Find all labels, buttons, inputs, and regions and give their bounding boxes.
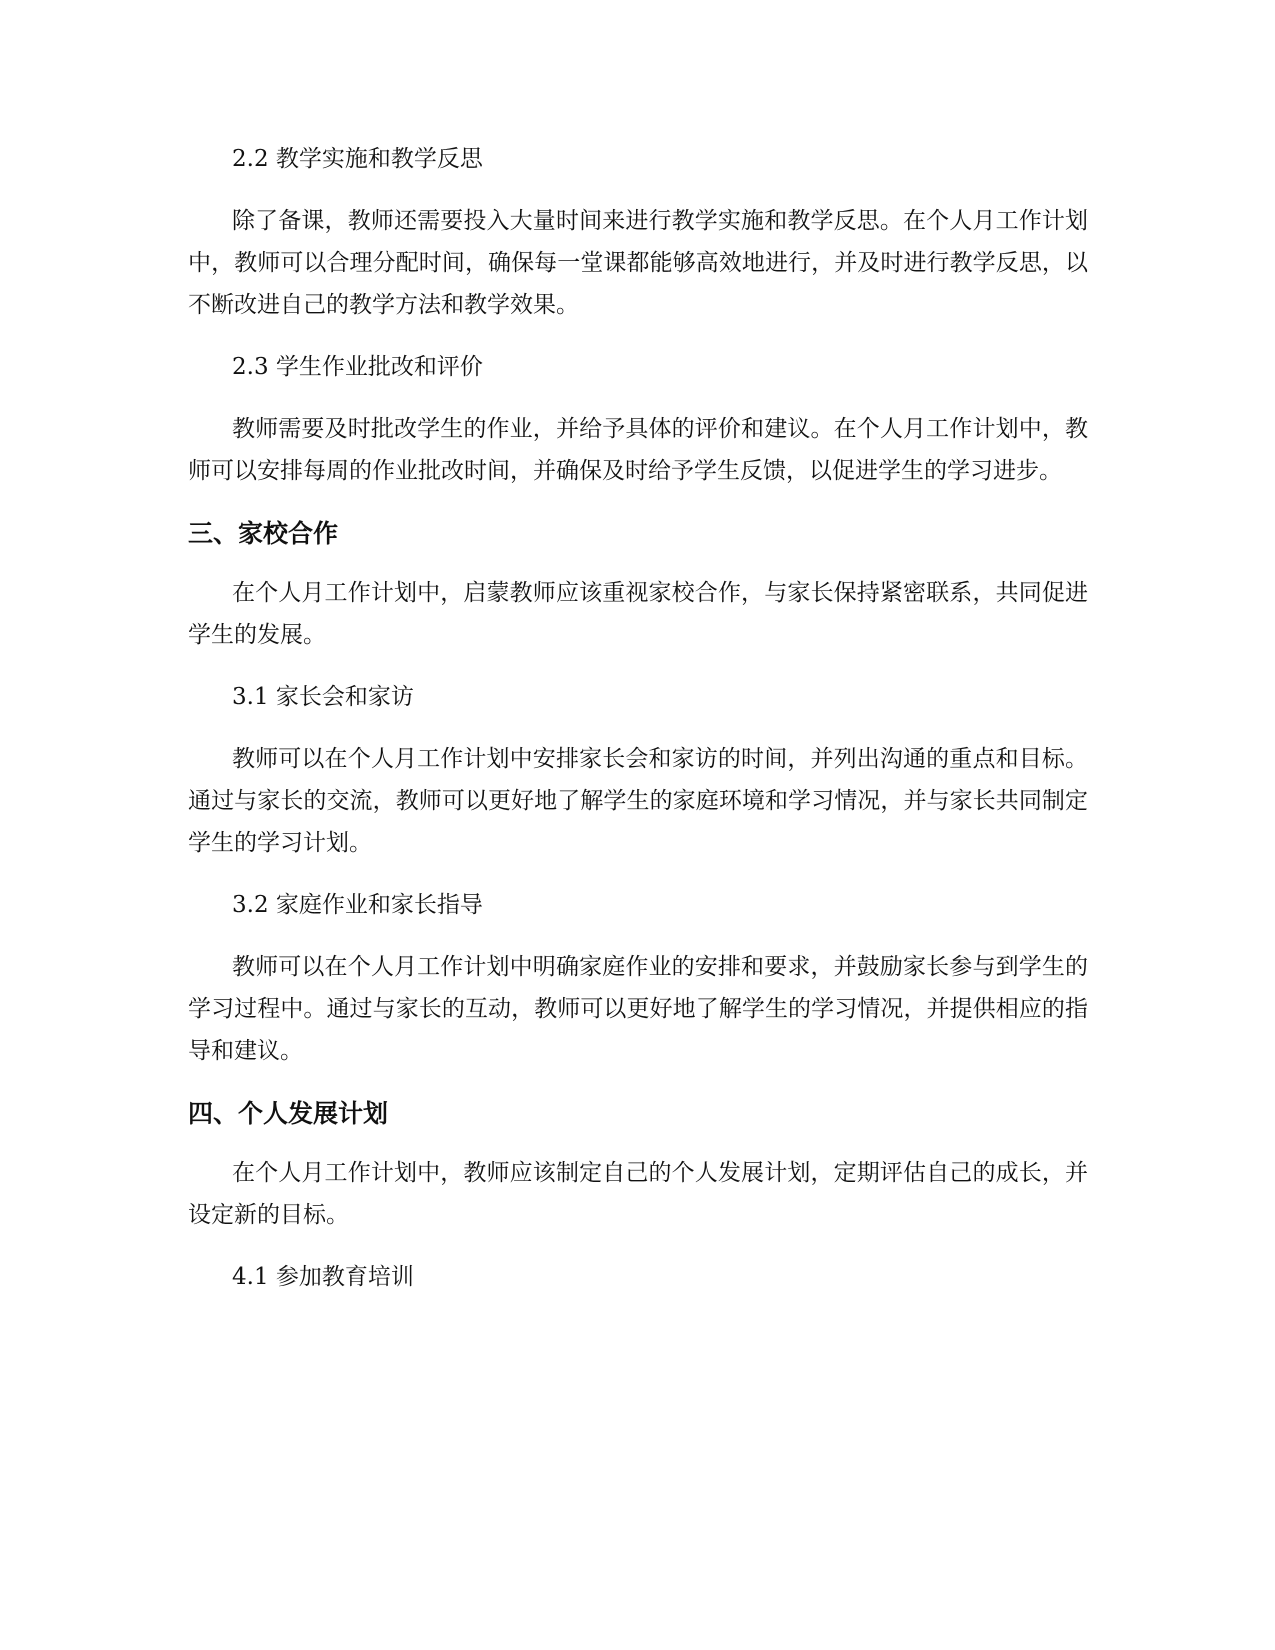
paragraph-family-homework: 教师可以在个人月工作计划中明确家庭作业的安排和要求，并鼓励家长参与到学生的学习过程中。通过与家长的互动，教师可以更好地了解学生的学习情况，并提供相应的指导和建议。: [188, 954, 1088, 1064]
paragraph-homework-grading: 教师需要及时批改学生的作业，并给予具体的评价和建议。在个人月工作计划中，教师可以安排每周的作业批改时间，并确保及时给予学生反馈，以促进学生的学习进步。: [188, 416, 1088, 484]
paragraph-teaching-implementation: 除了备课，教师还需要投入大量时间来进行教学实施和教学反思。在个人月工作计划中，教师可以合理分配时间，确保每一堂课都能够高效地进行，并及时进行教学反思，以不断改进自己的教学方法和教学效果。: [188, 208, 1088, 318]
subsection-title-2-2: 2.2 教学实施和教学反思: [232, 146, 483, 172]
subsection-title-3-1: 3.1 家长会和家访: [232, 684, 414, 710]
paragraph-home-school-intro: 在个人月工作计划中，启蒙教师应该重视家校合作，与家长保持紧密联系，共同促进学生的发展。: [188, 580, 1088, 648]
section-heading-4: 四、个人发展计划: [188, 1099, 389, 1128]
paragraph-personal-development: 在个人月工作计划中，教师应该制定自己的个人发展计划，定期评估自己的成长，并设定新的目标。: [188, 1160, 1088, 1228]
section-heading-3: 三、家校合作: [188, 519, 339, 548]
document-body: [188, 138, 1088, 1318]
subsection-title-3-2: 3.2 家庭作业和家长指导: [232, 892, 483, 918]
subsection-title-4-1: 4.1 参加教育培训: [232, 1264, 414, 1290]
paragraph-parent-meetings: 教师可以在个人月工作计划中安排家长会和家访的时间，并列出沟通的重点和目标。通过与家长的交流，教师可以更好地了解学生的家庭环境和学习情况，并与家长共同制定学生的学习计划。: [188, 746, 1088, 856]
subsection-title-2-3: 2.3 学生作业批改和评价: [232, 354, 483, 380]
